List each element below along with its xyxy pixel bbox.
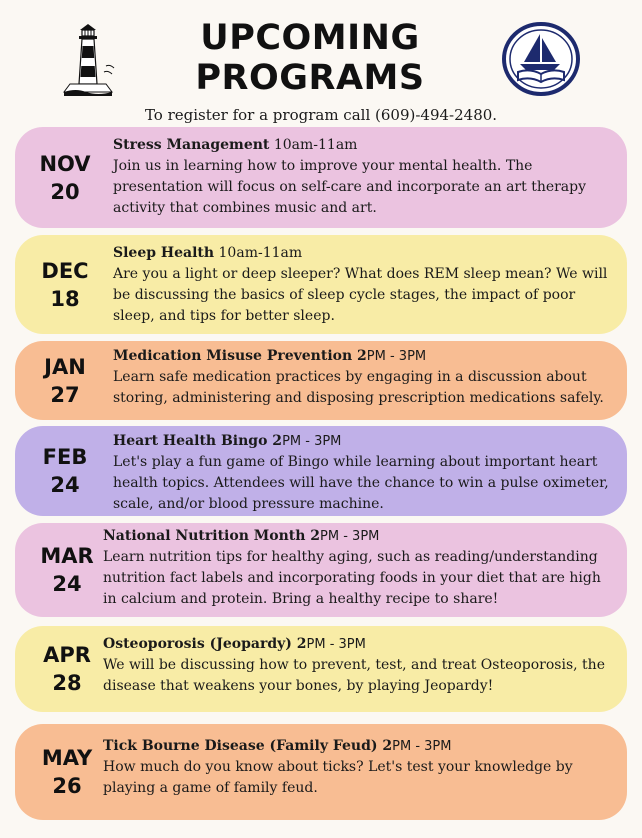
- program-name: Osteoporosis (Jeopardy): [103, 636, 292, 652]
- program-body: [113, 346, 613, 409]
- program-name: Tick Bourne Disease (Family Feud): [103, 738, 378, 754]
- program-day: 24: [52, 572, 82, 596]
- program-card-apr: [15, 626, 627, 712]
- program-card-dec: [15, 235, 627, 334]
- program-time: 10am-11am: [269, 137, 358, 153]
- title-line-2: PROGRAMS: [195, 58, 425, 98]
- program-body: [103, 736, 613, 799]
- program-date: [15, 443, 115, 499]
- program-day: 26: [52, 774, 82, 798]
- program-time: PM - 3PM: [320, 529, 380, 544]
- program-month: MAR: [40, 544, 94, 568]
- sailboat-book-logo-icon: [502, 22, 580, 96]
- program-name: National Nutrition Month: [103, 528, 306, 544]
- program-card-mar: [15, 523, 627, 617]
- page-title: [150, 18, 470, 98]
- program-description: Let's play a fun game of Bingo while learning about important heart health topics. Attendees will have the chance to win a pulse oximeter, scale, and/or blood pressure machine.: [113, 454, 609, 512]
- program-card-nov: [15, 127, 627, 228]
- program-month: JAN: [44, 354, 86, 379]
- program-name: Sleep Health: [113, 245, 215, 261]
- program-name: Medication Misuse Prevention: [113, 348, 353, 364]
- program-body: [113, 431, 613, 515]
- program-time: PM - 3PM: [366, 349, 427, 364]
- program-day: 27: [50, 382, 80, 407]
- program-card-feb: [15, 426, 627, 516]
- registration-note: To register for a program call (609)-494-2480.: [144, 106, 498, 124]
- program-time: PM - 3PM: [306, 637, 366, 652]
- program-time-lead: 2: [377, 738, 393, 754]
- program-body: [113, 135, 613, 219]
- program-month: NOV: [39, 151, 91, 176]
- program-month: MAY: [41, 746, 93, 770]
- program-time: PM - 3PM: [392, 739, 452, 754]
- program-description: We will be discussing how to prevent, test, and treat Osteoporosis, the disease that weakens your bones, by playing Jeopardy!: [103, 657, 605, 694]
- program-month: APR: [43, 643, 91, 667]
- program-description: Learn safe medication practices by engaging in a discussion about storing, administering and disposing prescription medications safely.: [113, 369, 604, 406]
- program-name: Stress Management: [113, 137, 270, 153]
- program-body: [103, 634, 613, 697]
- program-time-lead: 2: [291, 636, 307, 652]
- program-day: 24: [50, 473, 80, 497]
- program-card-may: [15, 724, 627, 820]
- lighthouse-icon: [60, 22, 120, 102]
- program-date: [15, 353, 115, 409]
- program-name: Heart Health Bingo: [113, 433, 268, 449]
- program-date: [15, 150, 115, 206]
- program-time-lead: 2: [352, 348, 367, 364]
- program-body: [103, 526, 613, 610]
- program-body: [113, 243, 613, 327]
- program-description: Join us in learning how to improve your mental health. The presentation will focus on self-care and incorporate an art therapy activity that combines music and art.: [113, 158, 587, 216]
- program-day: 18: [50, 286, 80, 311]
- program-date: [15, 257, 115, 313]
- program-description: Are you a light or deep sleeper? What does REM sleep mean? We will be discussing the basics of sleep cycle stages, the impact of poor sleep, and tips for better sleep.: [113, 266, 608, 324]
- program-time: PM - 3PM: [282, 434, 342, 449]
- program-description: Learn nutrition tips for healthy aging, such as reading/understanding nutrition fact labels and incorporating foods in your diet that are high in calcium and protein. Bring a healthy recipe to share!: [103, 549, 601, 607]
- program-month: DEC: [41, 258, 89, 283]
- program-day: 20: [50, 179, 80, 204]
- program-card-jan: [15, 341, 627, 420]
- program-time: 10am-11am: [214, 245, 303, 261]
- program-description: How much do you know about ticks? Let's test your knowledge by playing a game of family feud.: [103, 759, 573, 796]
- program-month: FEB: [42, 445, 88, 469]
- program-time-lead: 2: [267, 433, 283, 449]
- program-time-lead: 2: [305, 528, 321, 544]
- program-day: 28: [52, 671, 82, 695]
- title-line-1: UPCOMING: [200, 18, 420, 58]
